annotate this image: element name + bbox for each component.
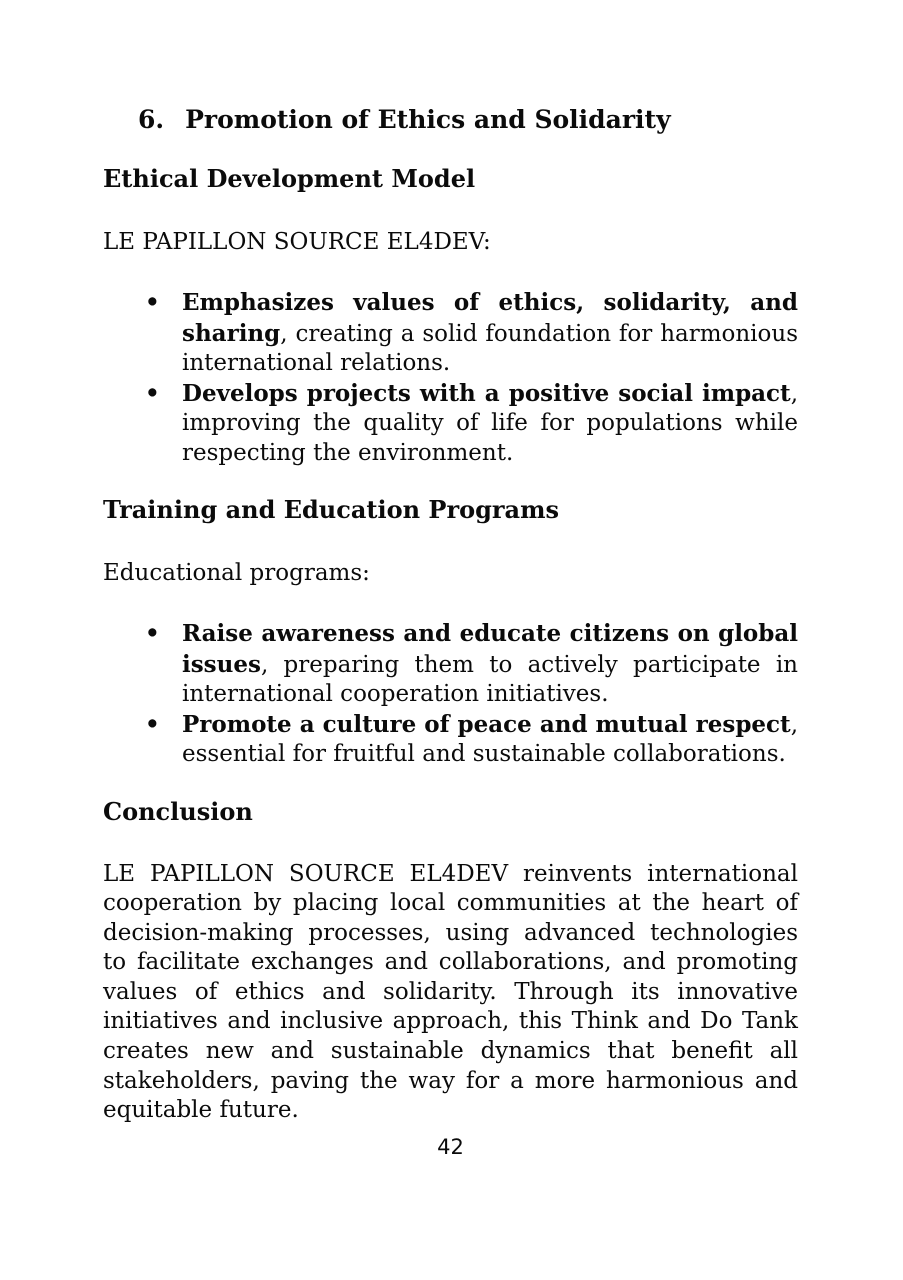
bullet-list: [103, 288, 798, 468]
bullet-icon: •: [145, 289, 160, 316]
section-heading: [138, 105, 798, 134]
bullet-icon: •: [145, 379, 160, 407]
list-item-bold-lead: Develops projects with a positive social impact: [182, 379, 791, 407]
bullet-icon: •: [145, 620, 160, 647]
conclusion-paragraph: LE PAPILLON SOURCE EL4DEV reinvents international cooperation by placing local communities at the heart of decision-making processes, using advanced technologies to facilitate exchanges and collaborations, and promoting values of ethics and solidarity. Through its innovative initiatives and inclusive approach, this Think and Do Tank creates new and sustainable dynamics that benefit all stakeholders, paving the way for a more harmonious and equitable future.: [103, 860, 798, 1124]
intro-paragraph: LE PAPILLON SOURCE EL4DEV:: [103, 229, 491, 255]
subsection-title-conclusion: Conclusion: [103, 796, 253, 826]
list-item-text: , essential for fruitful and sustainable collaborations.: [182, 711, 798, 767]
intro-paragraph: Educational programs:: [103, 560, 370, 586]
list-item: [145, 710, 798, 770]
list-item-text: , preparing them to actively participate in international cooperation initiatives.: [182, 651, 798, 707]
bullet-list: [103, 619, 798, 770]
list-item-bold-lead: Emphasizes values of ethics, solidarity, and sharing: [182, 289, 798, 347]
list-item-text: , improving the quality of life for populations while respecting the environment.: [182, 380, 798, 466]
page-number: 42: [437, 1134, 464, 1159]
list-item: [145, 619, 798, 710]
heading-number: 6.: [138, 105, 165, 134]
list-item-bold-lead: Raise awareness and educate citizens on global issues: [182, 620, 798, 678]
list-item: [145, 379, 798, 469]
list-item-bold-lead: Promote a culture of peace and mutual respect: [182, 710, 791, 738]
list-item: [145, 288, 798, 379]
subsection-title-training-and-education-programs: Training and Education Programs: [103, 495, 559, 524]
subsection-title-ethical-development-model: Ethical Development Model: [103, 164, 476, 193]
bullet-icon: •: [145, 710, 160, 738]
list-item-text: , creating a solid foundation for harmonious international relations.: [182, 320, 798, 376]
heading-text: Promotion of Ethics and Solidarity: [185, 105, 671, 134]
